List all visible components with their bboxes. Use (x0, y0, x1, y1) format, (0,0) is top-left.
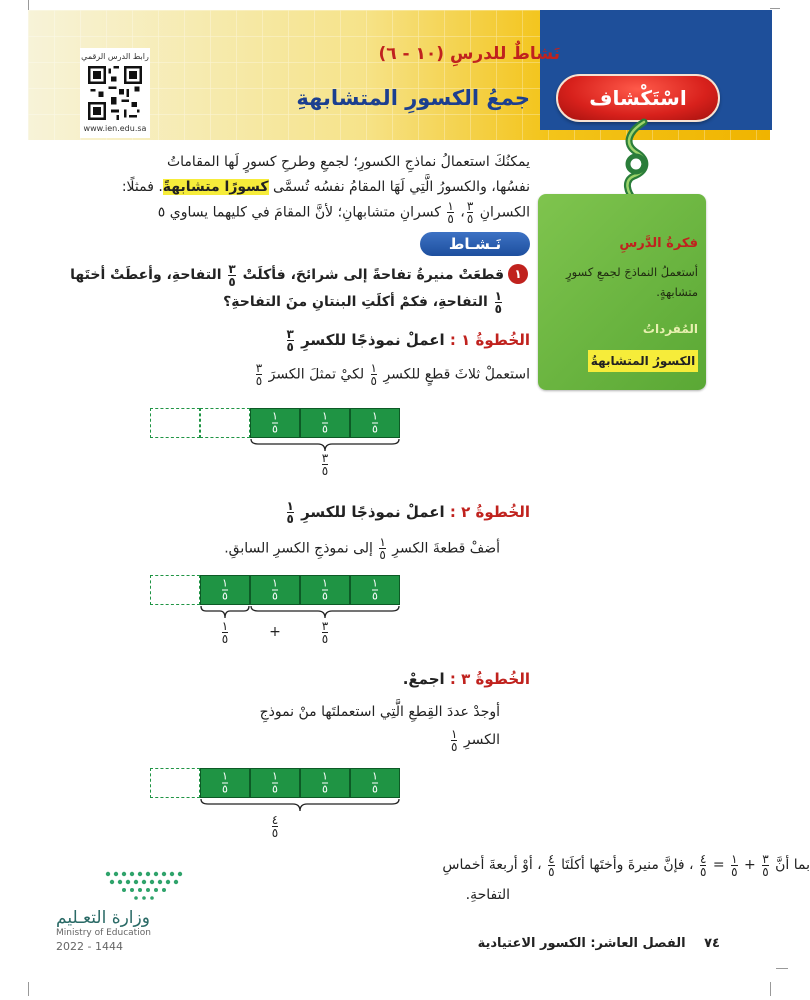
fraction-piece: ١ ٥ (250, 408, 300, 438)
brace (200, 798, 400, 812)
instruction-text: لكيْ تمثلَ الكسرَ (268, 366, 365, 383)
conclusion-part: التفاحةِ. (465, 887, 510, 903)
intro-line: يمكنُكَ استعمالُ نماذجِ الكسورِ؛ لجمعِ وطرحِ كسورٍ لَها المقاماتُ (166, 154, 530, 170)
intro-text: كسرانِ متشابهانِ؛ لأنَّ المقامَ في كليهما يساوي ٥ (157, 204, 441, 221)
brace (200, 605, 250, 619)
plus-sign: + (744, 857, 756, 873)
empty-piece (150, 408, 200, 438)
fraction-three-fifths: $\frac{٣}{٥}$ (228, 261, 236, 289)
fraction-piece: ١ ٥ (250, 575, 300, 605)
conclusion-part: ، فإنَّ منيرةَ وأختَها أكلَتَا (561, 857, 694, 873)
page-title: جمعُ الكسورِ المتشابهةِ (296, 86, 530, 110)
fraction-one-fifth: $\frac{١}{٥}$ (447, 199, 454, 226)
intro-text: نفسُها، والكسورُ الَّتِي لَهَا المقامُ نفسُه تُسمَّى (273, 179, 530, 195)
fraction-piece: ١ ٥ (200, 768, 250, 798)
fraction-one-fifth: $\frac{١}{٥}$ (286, 499, 294, 526)
brace (250, 605, 400, 619)
fraction-one-fifth: $\frac{١}{٥}$ (370, 361, 377, 388)
fraction-three-fifths: $\frac{٣}{٥}$ (466, 199, 474, 226)
qr-label: رابط الدرس الرقمي (81, 52, 149, 61)
ministry-name-arabic: وزارة التعـليم (56, 908, 150, 928)
fraction-piece: ١ ٥ (300, 408, 350, 438)
ministry-name-english: Ministry of Education (56, 928, 151, 938)
step-title: اعملْ نموذجًا للكسرِ (301, 331, 445, 349)
vocabulary-term: الكسورُ المتشابهةُ (588, 350, 698, 372)
step-1-heading (60, 328, 530, 353)
step-tag: الخُطوةُ ٣ : (449, 670, 530, 688)
intro-line (60, 175, 530, 200)
question-text (60, 262, 504, 316)
explore-badge: اسْتَكْشاف (556, 74, 720, 122)
qr-code-icon[interactable] (88, 66, 142, 120)
fraction-one-fifth: $\frac{١}{٥}$ (379, 535, 386, 562)
step-2-heading (60, 500, 530, 525)
fraction-four-fifths: $\frac{٤}{٥}$ (548, 851, 555, 879)
question-text-part: التفاحةِ، وأعطَتْ أختَها (70, 267, 222, 283)
conclusion-part: ، أوْ أربعةَ أخماسِ (442, 857, 542, 873)
crop-mark (770, 8, 780, 9)
brace-label: $\frac{٤}{٥}$ (271, 813, 279, 840)
question-line (60, 289, 504, 316)
brace (250, 438, 400, 452)
vocabulary-heading: المُفرداتُ (642, 322, 698, 336)
fraction-four-fifths: $\frac{٤}{٥}$ (700, 851, 707, 879)
fraction-piece: ١ ٥ (350, 575, 400, 605)
step-3-instruction (60, 698, 500, 754)
ministry-year: 2022 - 1444 (56, 940, 123, 953)
crop-mark (776, 968, 788, 969)
instruction-text: إلى نموذجِ الكسرِ السابقِ. (224, 540, 373, 557)
lesson-idea-heading: فكرةُ الدَّرسِ (619, 236, 698, 251)
footer-chapter (470, 936, 720, 951)
step-1-instruction (60, 362, 530, 387)
crop-mark (28, 0, 29, 10)
fraction-one-fifth: $\frac{١}{٥}$ (731, 851, 738, 879)
fraction-piece: ١ ٥ (300, 575, 350, 605)
step-tag: الخُطوةُ ٢ : (449, 503, 530, 521)
qr-url[interactable]: www.ien.edu.sa (83, 124, 147, 133)
fraction-piece: ١ ٥ (200, 575, 250, 605)
step-3-heading (60, 670, 530, 688)
step-title: اجمعْ. (402, 670, 445, 688)
lesson-idea-text: أستعملُ النماذجَ لجمعِ كسورٍ متشابهةٍ. (566, 265, 698, 299)
question-text-part: التفاحةِ، فكمْ أكلَتِ البنتانِ منَ التفاحةِ؟ (223, 294, 488, 310)
chapter-title: الفصل العاشر: الكسور الاعتيادية (477, 936, 686, 951)
step-title: اعملْ نموذجًا للكسرِ (301, 503, 445, 521)
fraction-three-fifths: $\frac{٣}{٥}$ (286, 327, 294, 354)
fraction-piece: ١ ٥ (300, 768, 350, 798)
fraction-three-fifths: $\frac{٣}{٥}$ (255, 361, 263, 388)
equals-sign: = (712, 857, 725, 873)
fraction-one-fifth: $\frac{١}{٥}$ (494, 288, 502, 316)
highlight-term: كسورًا متشابهةً (162, 179, 269, 195)
instruction-text: استعملْ ثلاثَ قطعٍ للكسرِ (383, 366, 530, 383)
brace-label: $\frac{٣}{٥}$ (321, 451, 329, 478)
empty-piece (150, 768, 200, 798)
question-line (60, 262, 504, 289)
fraction-three-fifths: $\frac{٣}{٥}$ (762, 851, 769, 879)
brace-label: $\frac{١}{٥}$ (221, 619, 229, 646)
intro-paragraph (60, 150, 530, 226)
fraction-piece: ١ ٥ (350, 408, 400, 438)
fraction-piece: ١ ٥ (350, 768, 400, 798)
rope-knot-icon (606, 122, 666, 202)
page-number: ٧٤ (704, 936, 720, 951)
plus-sign: + (269, 624, 281, 640)
step-2-instruction (60, 536, 500, 561)
empty-piece (200, 408, 250, 438)
fraction-piece: ١ ٥ (250, 768, 300, 798)
intro-line: الكسرانِ $\frac{٣}{٥}$ ، $\frac{١}{٥}$ كسرانِ متشابهانِ؛ لأنَّ المقامَ في كليهما يساوي ٥ (157, 199, 530, 226)
brace-label: $\frac{٣}{٥}$ (321, 619, 329, 646)
question-number-badge: ١ (508, 264, 528, 284)
question-text-part: قطعَتْ منيرةُ تفاحةً إلى شرائحَ، فأكلَتْ (242, 267, 504, 283)
step-tag: الخُطوةُ ١ : (449, 331, 530, 349)
fraction-one-fifth: $\frac{١}{٥}$ (450, 726, 458, 754)
intro-text: . فمثلًا: (121, 179, 163, 195)
empty-piece (150, 575, 200, 605)
instruction-text: أضفْ قطعةَ الكسرِ (392, 540, 500, 557)
instruction-text: الكسرِ (463, 732, 500, 748)
intro-text: الكسرانِ (479, 204, 530, 221)
lesson-label: نَشاطٌ للدرسِ (١٠ - ٦) (378, 44, 560, 64)
crop-mark (770, 982, 771, 996)
conclusion-part: بما أنَّ (775, 857, 810, 873)
instruction-text: أوجدْ عددَ القِطعِ الَّتِي استعملتَها منْ نموذجِ (259, 704, 500, 720)
crop-mark (28, 982, 29, 996)
instruction-line (60, 726, 500, 754)
ministry-logo-dots-icon (100, 868, 190, 904)
activity-tab: نَـشـاط (420, 232, 530, 256)
